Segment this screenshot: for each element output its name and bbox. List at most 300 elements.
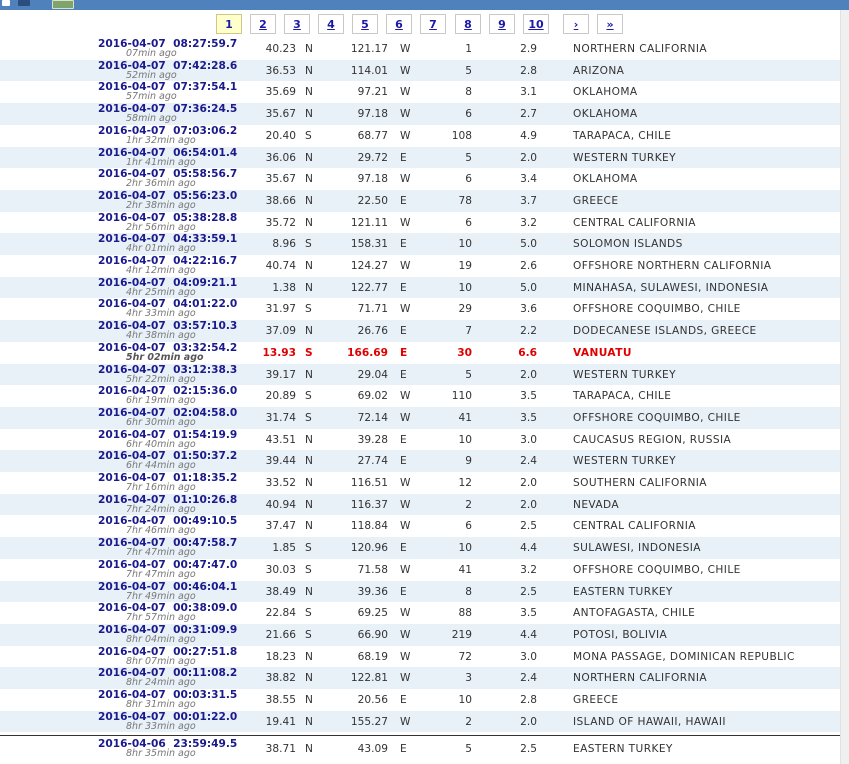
latitude-hemisphere: N [305, 216, 313, 229]
magnitude: 2.0 [520, 498, 537, 511]
event-age: 7hr 47min ago [126, 568, 196, 580]
longitude: 155.27 [350, 715, 388, 728]
longitude-hemisphere: E [400, 585, 407, 598]
latitude-hemisphere: S [305, 303, 312, 316]
magnitude: 4.9 [520, 129, 537, 142]
latitude-hemisphere: N [305, 194, 313, 207]
longitude: 71.71 [357, 303, 388, 316]
latitude-hemisphere: S [305, 628, 312, 641]
vertical-scrollbar[interactable] [840, 10, 849, 764]
depth-km: 19 [458, 260, 472, 272]
event-age: 8hr 07min ago [126, 655, 196, 667]
longitude: 68.19 [357, 650, 388, 663]
table-row [0, 494, 840, 516]
longitude: 121.17 [350, 43, 388, 55]
longitude: 27.74 [357, 455, 388, 468]
latitude: 8.96 [272, 238, 296, 251]
table-row [0, 168, 840, 190]
table-row [0, 298, 840, 320]
page-link[interactable]: 4 [318, 14, 344, 34]
table-row [0, 125, 840, 147]
longitude-hemisphere: W [400, 628, 411, 641]
magnitude: 3.0 [520, 650, 537, 663]
event-datetime-link[interactable]: 2016-04-07 01:18:35.2 [98, 472, 238, 484]
event-age: 7hr 46min ago [126, 525, 196, 537]
region-name: ARIZONA [573, 64, 625, 77]
depth-km: 8 [465, 86, 472, 99]
depth-km: 6 [465, 108, 472, 121]
longitude-hemisphere: E [400, 368, 407, 381]
magnitude: 2.5 [520, 520, 537, 533]
latitude-hemisphere: N [305, 260, 313, 272]
magnitude: 2.0 [520, 715, 537, 728]
depth-km: 5 [465, 743, 472, 756]
event-datetime-link[interactable]: 2016-04-07 00:38:09.0 [98, 602, 238, 615]
longitude: 66.90 [357, 628, 388, 641]
latitude-hemisphere: S [305, 346, 313, 359]
longitude: 120.96 [350, 542, 388, 555]
magnitude: 3.7 [520, 194, 537, 207]
magnitude: 2.5 [520, 743, 537, 756]
event-datetime-link[interactable]: 2016-04-07 07:03:06.2 [98, 124, 238, 137]
longitude: 97.21 [357, 86, 388, 99]
magnitude: 2.0 [520, 477, 537, 489]
longitude-hemisphere: W [400, 64, 411, 77]
latitude-hemisphere: S [305, 607, 312, 620]
event-age: 6hr 19min ago [126, 395, 196, 407]
event-datetime-link[interactable]: 2016-04-07 01:50:37.2 [98, 450, 238, 463]
event-datetime-link[interactable]: 2016-04-07 05:58:56.7 [98, 168, 238, 181]
table-row [0, 277, 840, 299]
longitude: 68.77 [357, 129, 388, 142]
magnitude: 2.9 [520, 43, 537, 55]
table-row [0, 602, 840, 624]
event-datetime-link[interactable]: 2016-04-07 07:36:24.5 [98, 103, 238, 116]
event-datetime-link[interactable]: 2016-04-07 00:49:10.5 [98, 515, 238, 528]
longitude-hemisphere: E [400, 455, 407, 468]
latitude-hemisphere: N [305, 694, 313, 706]
longitude-hemisphere: W [400, 173, 411, 186]
region-name: EASTERN TURKEY [573, 743, 673, 756]
latitude: 36.53 [265, 64, 296, 77]
latitude: 35.67 [265, 108, 296, 121]
region-name: SOLOMON ISLANDS [573, 238, 683, 251]
table-row [0, 320, 840, 342]
event-age: 6hr 30min ago [126, 416, 196, 428]
event-datetime-link[interactable]: 2016-04-07 04:09:21.1 [98, 276, 238, 289]
table-row [0, 60, 840, 82]
latitude: 20.89 [265, 390, 296, 403]
region-name: OKLAHOMA [573, 108, 638, 121]
event-datetime-link[interactable]: 2016-04-07 01:54:19.9 [98, 428, 238, 441]
depth-km: 41 [458, 563, 472, 576]
table-row [0, 711, 840, 733]
pagination [0, 14, 840, 36]
latitude-hemisphere: N [305, 281, 313, 294]
magnitude: 3.5 [520, 607, 537, 620]
latitude-hemisphere: N [305, 368, 313, 381]
table-row [0, 515, 840, 537]
magnitude: 2.0 [520, 151, 537, 164]
event-datetime-link[interactable]: 2016-04-07 00:47:47.0 [98, 558, 238, 571]
depth-km: 10 [458, 238, 472, 251]
latitude-hemisphere: N [305, 715, 313, 728]
event-age: 4hr 01min ago [126, 243, 196, 255]
magnitude: 4.4 [520, 628, 537, 641]
event-age: 6hr 44min ago [126, 460, 196, 472]
depth-km: 110 [451, 390, 472, 403]
event-age: 07min ago [126, 48, 177, 59]
magnitude: 5.0 [520, 281, 537, 294]
page-last[interactable]: » [597, 14, 623, 34]
table-row [0, 342, 840, 364]
event-datetime-link[interactable]: 2016-04-07 00:47:58.7 [98, 537, 238, 550]
event-datetime-link[interactable]: 2016-04-07 03:32:54.2 [98, 341, 238, 354]
longitude: 122.77 [350, 281, 388, 294]
event-age: 8hr 31min ago [126, 699, 196, 710]
longitude-hemisphere: W [400, 390, 411, 403]
latitude: 35.72 [265, 216, 296, 229]
longitude: 114.01 [350, 64, 388, 77]
depth-km: 1 [465, 43, 472, 55]
table-row [0, 689, 840, 711]
page-link[interactable]: 8 [455, 14, 481, 34]
table-row [0, 472, 840, 494]
region-name: WESTERN TURKEY [573, 455, 677, 468]
latitude-hemisphere: N [305, 743, 313, 756]
depth-km: 88 [458, 607, 472, 620]
magnitude: 2.8 [520, 694, 537, 706]
magnitude: 5.0 [520, 238, 537, 251]
longitude: 69.02 [357, 390, 388, 403]
latitude: 30.03 [265, 563, 296, 576]
latitude: 33.52 [265, 477, 296, 489]
latitude: 19.41 [265, 715, 296, 728]
event-datetime-link[interactable]: 2016-04-07 06:54:01.4 [98, 146, 238, 159]
event-datetime-link[interactable]: 2016-04-07 03:12:38.3 [98, 363, 238, 376]
latitude-hemisphere: N [305, 151, 313, 164]
longitude-hemisphere: W [400, 86, 411, 99]
table-row [0, 38, 840, 60]
longitude: 97.18 [357, 108, 388, 121]
page-link[interactable]: 5 [352, 14, 378, 34]
event-age: 2hr 38min ago [126, 199, 196, 211]
event-age: 7hr 16min ago [126, 482, 196, 493]
event-age: 4hr 25min ago [126, 286, 196, 298]
longitude-hemisphere: W [400, 43, 411, 55]
magnitude: 3.4 [520, 173, 537, 186]
event-age: 1hr 32min ago [126, 134, 196, 146]
longitude-hemisphere: E [400, 694, 407, 706]
page-current[interactable]: 1 [216, 14, 242, 34]
latitude: 40.23 [265, 43, 296, 55]
depth-km: 2 [465, 715, 472, 728]
latitude: 36.06 [265, 151, 296, 164]
latitude-hemisphere: S [305, 411, 312, 424]
latitude: 37.47 [265, 520, 296, 533]
latitude: 38.49 [265, 585, 296, 598]
region-name: POTOSI, BOLIVIA [573, 628, 668, 641]
depth-km: 29 [458, 303, 472, 316]
table-row [0, 581, 840, 603]
event-datetime-link[interactable]: 2016-04-06 23:59:49.5 [98, 738, 238, 751]
latitude: 13.93 [262, 346, 296, 359]
event-age: 8hr 35min ago [126, 748, 196, 760]
event-datetime-link[interactable]: 2016-04-07 04:01:22.0 [98, 298, 238, 311]
table-row [0, 364, 840, 386]
longitude: 22.50 [357, 194, 388, 207]
page-link[interactable]: 3 [284, 14, 310, 34]
latitude-hemisphere: N [305, 585, 313, 598]
longitude: 69.25 [357, 607, 388, 620]
region-name: CENTRAL CALIFORNIA [573, 520, 696, 533]
latitude-hemisphere: N [305, 650, 313, 663]
latitude: 31.97 [265, 303, 296, 316]
table-row [0, 429, 840, 451]
latitude: 38.55 [265, 694, 296, 706]
region-name: OFFSHORE COQUIMBO, CHILE [573, 563, 741, 576]
page-link[interactable]: 9 [489, 14, 515, 34]
depth-km: 12 [458, 477, 472, 489]
top-toolbar [0, 0, 849, 10]
region-name: SOUTHERN CALIFORNIA [573, 477, 707, 489]
region-name: ISLAND OF HAWAII, HAWAII [573, 715, 726, 728]
event-datetime-link[interactable]: 2016-04-07 07:37:54.1 [98, 81, 238, 94]
region-name: OFFSHORE NORTHERN CALIFORNIA [573, 260, 772, 272]
checkbox-icon[interactable] [2, 0, 10, 6]
event-datetime-link[interactable]: 2016-04-07 03:57:10.3 [98, 320, 238, 333]
latitude-hemisphere: S [305, 563, 312, 576]
longitude-hemisphere: W [400, 607, 411, 620]
depth-km: 72 [458, 650, 472, 663]
longitude: 26.76 [357, 325, 388, 338]
latitude-hemisphere: N [305, 477, 313, 489]
depth-km: 7 [465, 325, 472, 338]
event-age: 7hr 24min ago [126, 503, 196, 515]
longitude-hemisphere: E [400, 281, 407, 294]
latitude: 1.85 [272, 542, 296, 555]
table-row [0, 81, 840, 103]
page-link[interactable]: 10 [523, 14, 549, 34]
table-row [0, 212, 840, 234]
table-row [0, 667, 840, 689]
latitude-hemisphere: N [305, 672, 313, 685]
longitude-hemisphere: W [400, 411, 411, 424]
region-name: NORTHERN CALIFORNIA [573, 672, 707, 685]
latitude: 1.38 [272, 281, 296, 294]
magnitude: 2.0 [520, 368, 537, 381]
longitude: 116.51 [350, 477, 388, 489]
magnitude: 3.2 [520, 216, 537, 229]
latitude-hemisphere: N [305, 433, 313, 446]
depth-km: 9 [465, 455, 472, 468]
table-row [0, 190, 840, 212]
magnitude: 6.6 [518, 346, 537, 359]
longitude-hemisphere: E [400, 238, 407, 251]
magnitude: 3.6 [520, 303, 537, 316]
event-datetime-link[interactable]: 2016-04-07 00:11:08.2 [98, 667, 238, 680]
monitor-icon[interactable] [18, 0, 30, 6]
magnitude: 2.4 [520, 672, 537, 685]
depth-km: 2 [465, 498, 472, 511]
longitude-hemisphere: E [400, 433, 407, 446]
event-datetime-link[interactable]: 2016-04-07 08:27:59.7 [98, 38, 238, 50]
latitude: 38.66 [265, 194, 296, 207]
page-link[interactable]: 2 [250, 14, 276, 34]
latitude: 38.82 [265, 672, 296, 685]
event-age: 58min ago [126, 113, 177, 125]
event-datetime-link[interactable]: 2016-04-07 04:33:59.1 [98, 233, 238, 246]
region-name: EASTERN TURKEY [573, 585, 673, 598]
table-row [0, 450, 840, 472]
depth-km: 10 [458, 433, 472, 446]
event-age: 1hr 41min ago [126, 156, 196, 168]
longitude: 39.28 [357, 433, 388, 446]
region-name: GREECE [573, 194, 619, 207]
depth-km: 219 [451, 628, 472, 641]
longitude-hemisphere: W [400, 260, 411, 272]
longitude: 29.04 [357, 368, 388, 381]
region-name: OFFSHORE COQUIMBO, CHILE [573, 411, 741, 424]
region-name: OKLAHOMA [573, 173, 638, 186]
longitude-hemisphere: W [400, 303, 411, 316]
depth-km: 10 [458, 542, 472, 555]
longitude: 29.72 [357, 151, 388, 164]
region-name: CAUCASUS REGION, RUSSIA [573, 433, 732, 446]
region-name: NORTHERN CALIFORNIA [573, 43, 707, 55]
longitude-hemisphere: E [400, 151, 407, 164]
event-age: 7hr 47min ago [126, 547, 196, 559]
depth-km: 5 [465, 151, 472, 164]
latitude: 37.09 [265, 325, 296, 338]
latitude: 22.84 [265, 607, 296, 620]
table-row [0, 233, 840, 255]
magnitude: 2.6 [520, 260, 537, 272]
table-row [0, 537, 840, 559]
magnitude: 3.2 [520, 563, 537, 576]
region-name: OKLAHOMA [573, 86, 638, 99]
longitude-hemisphere: E [400, 194, 407, 207]
longitude-hemisphere: E [400, 346, 408, 359]
longitude-hemisphere: W [400, 520, 411, 533]
latitude: 40.74 [265, 260, 296, 272]
latitude-hemisphere: N [305, 173, 313, 186]
region-name: OFFSHORE COQUIMBO, CHILE [573, 303, 741, 316]
longitude: 116.37 [350, 498, 388, 511]
event-datetime-link[interactable]: 2016-04-07 00:27:51.8 [98, 645, 238, 658]
event-age: 2hr 36min ago [126, 178, 196, 190]
depth-km: 5 [465, 368, 472, 381]
latitude: 43.51 [265, 433, 296, 446]
event-datetime-link[interactable]: 2016-04-07 05:38:28.8 [98, 211, 238, 224]
page-next[interactable]: › [563, 14, 589, 34]
latitude: 21.66 [265, 628, 296, 641]
depth-km: 78 [458, 194, 472, 207]
event-age: 7hr 49min ago [126, 590, 196, 602]
longitude: 97.18 [357, 173, 388, 186]
depth-km: 3 [465, 672, 472, 685]
longitude-hemisphere: E [400, 542, 407, 555]
page-link[interactable]: 6 [386, 14, 412, 34]
longitude: 43.09 [357, 743, 388, 756]
latitude-hemisphere: S [305, 238, 312, 251]
longitude-hemisphere: W [400, 563, 411, 576]
event-datetime-link[interactable]: 2016-04-07 00:01:22.0 [98, 710, 238, 723]
table-row [0, 407, 840, 429]
depth-km: 41 [458, 411, 472, 424]
event-datetime-link[interactable]: 2016-04-07 00:46:04.1 [98, 580, 238, 593]
latitude-hemisphere: S [305, 542, 312, 555]
longitude-hemisphere: W [400, 650, 411, 663]
latitude-hemisphere: N [305, 43, 313, 55]
magnitude: 2.7 [520, 108, 537, 121]
region-name: MONA PASSAGE, DOMINICAN REPUBLIC [573, 650, 795, 663]
magnitude: 2.5 [520, 585, 537, 598]
longitude: 39.36 [357, 585, 388, 598]
latitude: 35.69 [265, 86, 296, 99]
event-age: 52min ago [126, 69, 177, 81]
depth-km: 6 [465, 173, 472, 186]
event-datetime-link[interactable]: 2016-04-07 07:42:28.6 [98, 59, 238, 72]
latitude-hemisphere: N [305, 498, 313, 511]
longitude-hemisphere: E [400, 325, 407, 338]
longitude: 72.14 [357, 411, 388, 424]
depth-km: 10 [458, 281, 472, 294]
latitude: 20.40 [265, 129, 296, 142]
latitude: 40.94 [265, 498, 296, 511]
longitude: 121.11 [350, 216, 388, 229]
event-age: 4hr 12min ago [126, 265, 196, 276]
magnitude: 2.2 [520, 325, 537, 338]
thumbnail-icon[interactable] [52, 0, 74, 9]
table-row [0, 255, 840, 277]
depth-km: 108 [451, 129, 472, 142]
page-link[interactable]: 7 [420, 14, 446, 34]
event-age: 5hr 02min ago [126, 351, 204, 363]
event-age: 57min ago [126, 91, 177, 103]
region-name: TARAPACA, CHILE [573, 129, 672, 142]
table-row [0, 624, 840, 646]
longitude-hemisphere: W [400, 477, 411, 489]
longitude-hemisphere: W [400, 129, 411, 142]
region-name: CENTRAL CALIFORNIA [573, 216, 696, 229]
region-name: VANUATU [573, 346, 632, 359]
latitude-hemisphere: N [305, 520, 313, 533]
depth-km: 30 [457, 346, 472, 359]
magnitude: 2.8 [520, 64, 537, 77]
event-datetime-link[interactable]: 2016-04-07 05:56:23.0 [98, 189, 238, 202]
event-datetime-link[interactable]: 2016-04-07 04:22:16.7 [98, 255, 238, 267]
region-name: GREECE [573, 694, 619, 706]
latitude-hemisphere: N [305, 64, 313, 77]
latitude-hemisphere: N [305, 86, 313, 99]
latitude: 38.71 [265, 743, 296, 756]
event-datetime-link[interactable]: 2016-04-07 00:31:09.9 [98, 623, 238, 636]
event-datetime-link[interactable]: 2016-04-07 00:03:31.5 [98, 689, 238, 701]
table-row [0, 147, 840, 169]
event-age: 8hr 04min ago [126, 633, 196, 645]
latitude: 39.17 [265, 368, 296, 381]
magnitude: 3.1 [520, 86, 537, 99]
longitude-hemisphere: W [400, 108, 411, 121]
event-age: 7hr 57min ago [126, 612, 196, 624]
region-name: SULAWESI, INDONESIA [573, 542, 701, 555]
latitude: 39.44 [265, 455, 296, 468]
event-datetime-link[interactable]: 2016-04-07 02:15:36.0 [98, 385, 238, 398]
event-datetime-link[interactable]: 2016-04-07 02:04:58.0 [98, 406, 238, 419]
event-datetime-link[interactable]: 2016-04-07 01:10:26.8 [98, 493, 238, 506]
region-name: NEVADA [573, 498, 620, 511]
